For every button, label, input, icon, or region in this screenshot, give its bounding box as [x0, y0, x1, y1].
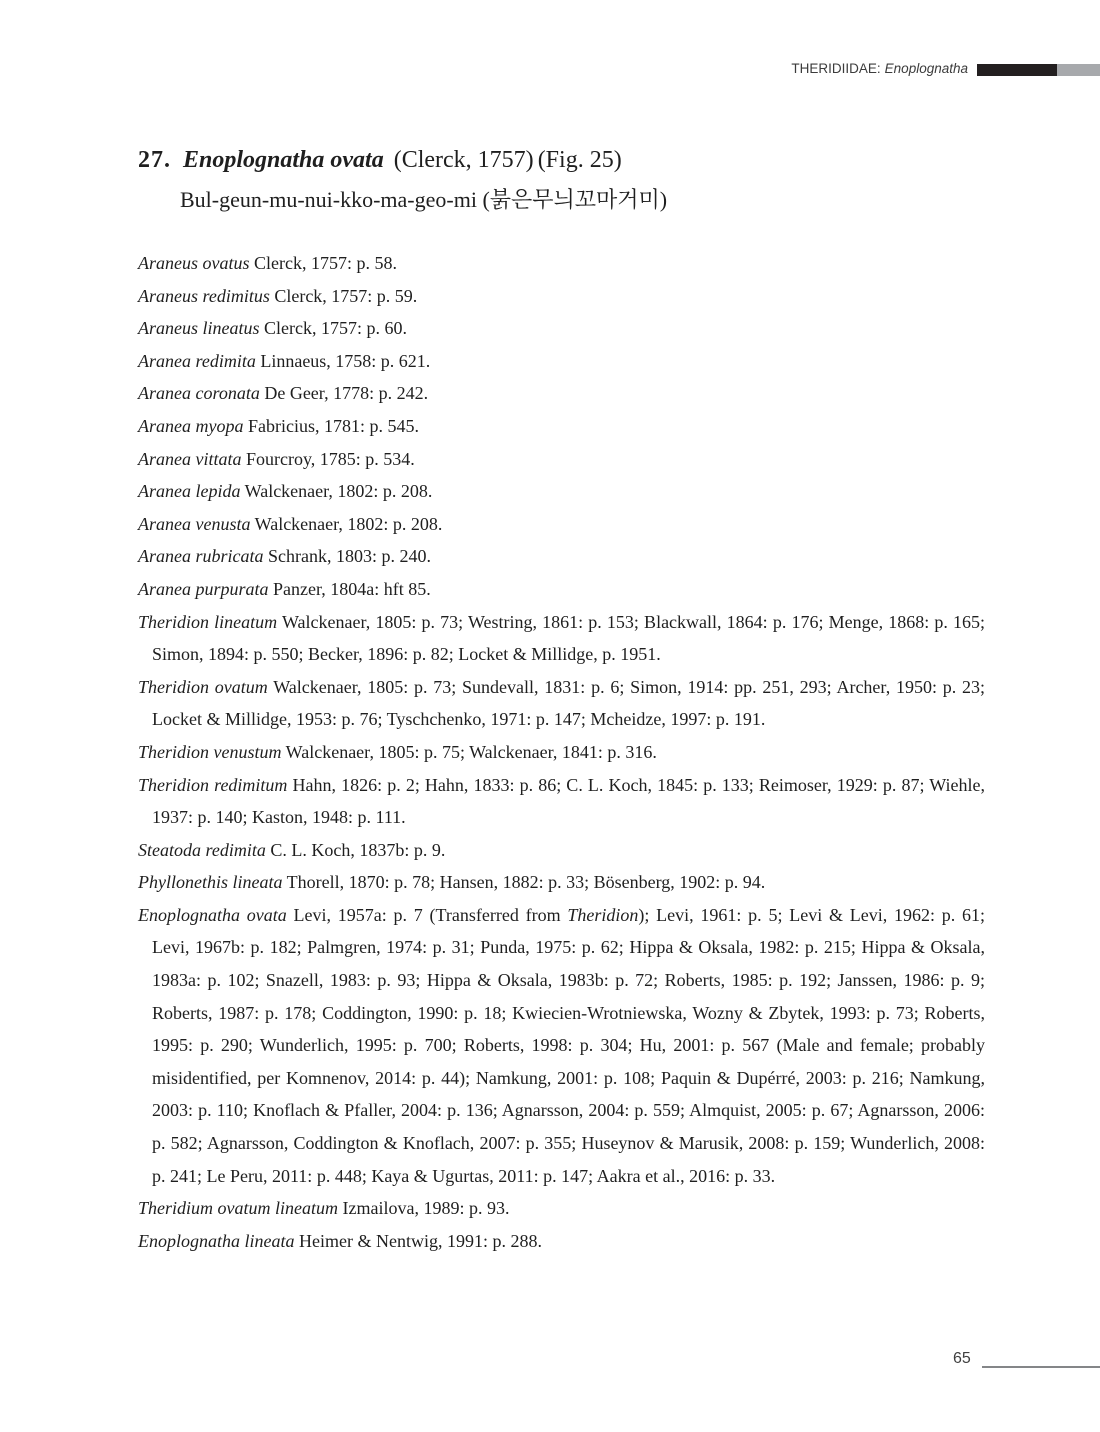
synonymy-entry: Aranea purpurata Panzer, 1804a: hft 85.	[138, 578, 431, 599]
synonymy-entry: Araneus lineatus Clerck, 1757: p. 60.	[138, 318, 407, 339]
korean-name-line	[180, 183, 667, 214]
synonymy-entry: Aranea lepida Walckenaer, 1802: p. 208.	[138, 481, 433, 502]
synonymy-entry: Enoplognatha lineata Heimer & Nentwig, 1991: p. 288.	[138, 1230, 542, 1251]
synonymy-entry: Aranea redimita Linnaeus, 1758: p. 621.	[138, 350, 431, 371]
synonymy-entry: Aranea myopa Fabricius, 1781: p. 545.	[138, 415, 419, 436]
header-bar-black	[977, 64, 1057, 76]
synonymy-entry: Aranea vittata Fourcroy, 1785: p. 534.	[138, 448, 415, 469]
romanized-korean-name: Bul-geun-mu-nui-kko-ma-geo-mi	[180, 187, 477, 212]
family-label: THERIDIIDAE:	[791, 61, 881, 76]
page-number: 65	[953, 1350, 971, 1367]
synonymy-entry: Theridium ovatum lineatum Izmailova, 1989: p. 93.	[138, 1198, 510, 1219]
synonymy-entry: Theridion venustum Walckenaer, 1805: p. 75; Walckenaer, 1841: p. 316.	[138, 741, 657, 762]
genus-label: Enoplognatha	[884, 61, 968, 76]
synonymy-entry: Aranea coronata De Geer, 1778: p. 242.	[138, 383, 429, 404]
synonymy-entry: Theridion ovatum Walckenaer, 1805: p. 73; Sundevall, 1831: p. 6; Simon, 1914: pp. 251, 293; Archer, 1950: p. 23; Locket & Millidge, 1953: p. 76; Tyschchenko, 1971: p. 147; Mcheidze, 1997: p. 191.	[138, 676, 985, 730]
header-bar-gray	[1057, 64, 1100, 76]
species-heading	[138, 147, 667, 214]
korean-name: (붉은무늬꼬마거미)	[482, 187, 668, 212]
footer-rule	[982, 1366, 1100, 1368]
species-name: Enoplognatha ovata	[183, 147, 384, 173]
species-number: 27.	[138, 147, 171, 173]
synonymy-entry: Phyllonethis lineata Thorell, 1870: p. 78; Hansen, 1882: p. 33; Bösenberg, 1902: p. 94.	[138, 872, 766, 893]
running-head	[791, 61, 968, 76]
synonymy-entry: Theridion lineatum Walckenaer, 1805: p. 73; Westring, 1861: p. 153; Blackwall, 1864: p. 176; Menge, 1868: p. 165; Simon, 1894: p. 550; Becker, 1896: p. 82; Locket & Millidge, p. 1951.	[138, 611, 985, 665]
synonymy-entry: Steatoda redimita C. L. Koch, 1837b: p. 9.	[138, 839, 446, 860]
synonymy-entry: Araneus redimitus Clerck, 1757: p. 59.	[138, 285, 418, 306]
synonymy-entry: Aranea rubricata Schrank, 1803: p. 240.	[138, 546, 431, 567]
synonymy-entry: Araneus ovatus Clerck, 1757: p. 58.	[138, 253, 397, 273]
figure-reference: (Fig. 25)	[537, 147, 622, 173]
synonymy-list	[138, 247, 985, 1257]
synonymy-entry: Theridion redimitum Hahn, 1826: p. 2; Hahn, 1833: p. 86; C. L. Koch, 1845: p. 133; Reimoser, 1929: p. 87; Wiehle, 1937: p. 140; Kaston, 1948: p. 111.	[138, 774, 985, 828]
synonymy-entry: Enoplognatha ovata Levi, 1957a: p. 7 (Transferred from Theridion); Levi, 1961: p. 5; Levi & Levi, 1962: p. 61; Levi, 1967b: p. 182; Palmgren, 1974: p. 31; Punda, 1975: p. 62; Hippa & Oksala, 1982: p. 215; Hippa & Oksala, 1983a: p. 102; Snazell, 1983: p. 93; Hippa & Oksala, 1983b: p. 72; Roberts, 1985: p. 192; Janssen, 1986: p. 9; Roberts, 1987: p. 178; Coddington, 1990: p. 18; Kwiecien-Wrotniewska, Wozny & Zbytek, 1993: p. 73; Roberts, 1995: p. 290; Wunderlich, 1995: p. 700; Roberts, 1998: p. 304; Hu, 2001: p. 567 (Male and female; probably misidentified, per Komnenov, 2014: p. 44); Namkung, 2001: p. 108; Paquin & Dupérré, 2003: p. 216; Namkung, 2003: p. 110; Knoflach & Pfaller, 2004: p. 136; Agnarsson, 2004: p. 559; Almquist, 2005: p. 67; Agnarsson, 2006: p. 582; Agnarsson, Coddington & Knoflach, 2007: p. 355; Huseynov & Marusik, 2008: p. 159; Wunderlich, 2008: p. 241; Le Peru, 2011: p. 448; Kaya & Ugurtas, 2011: p. 147; Aakra et al., 2016: p. 33.	[138, 904, 985, 1186]
species-authority: (Clerck, 1757)	[393, 147, 534, 173]
species-title	[138, 147, 667, 174]
synonymy-entry: Aranea venusta Walckenaer, 1802: p. 208.	[138, 513, 443, 534]
